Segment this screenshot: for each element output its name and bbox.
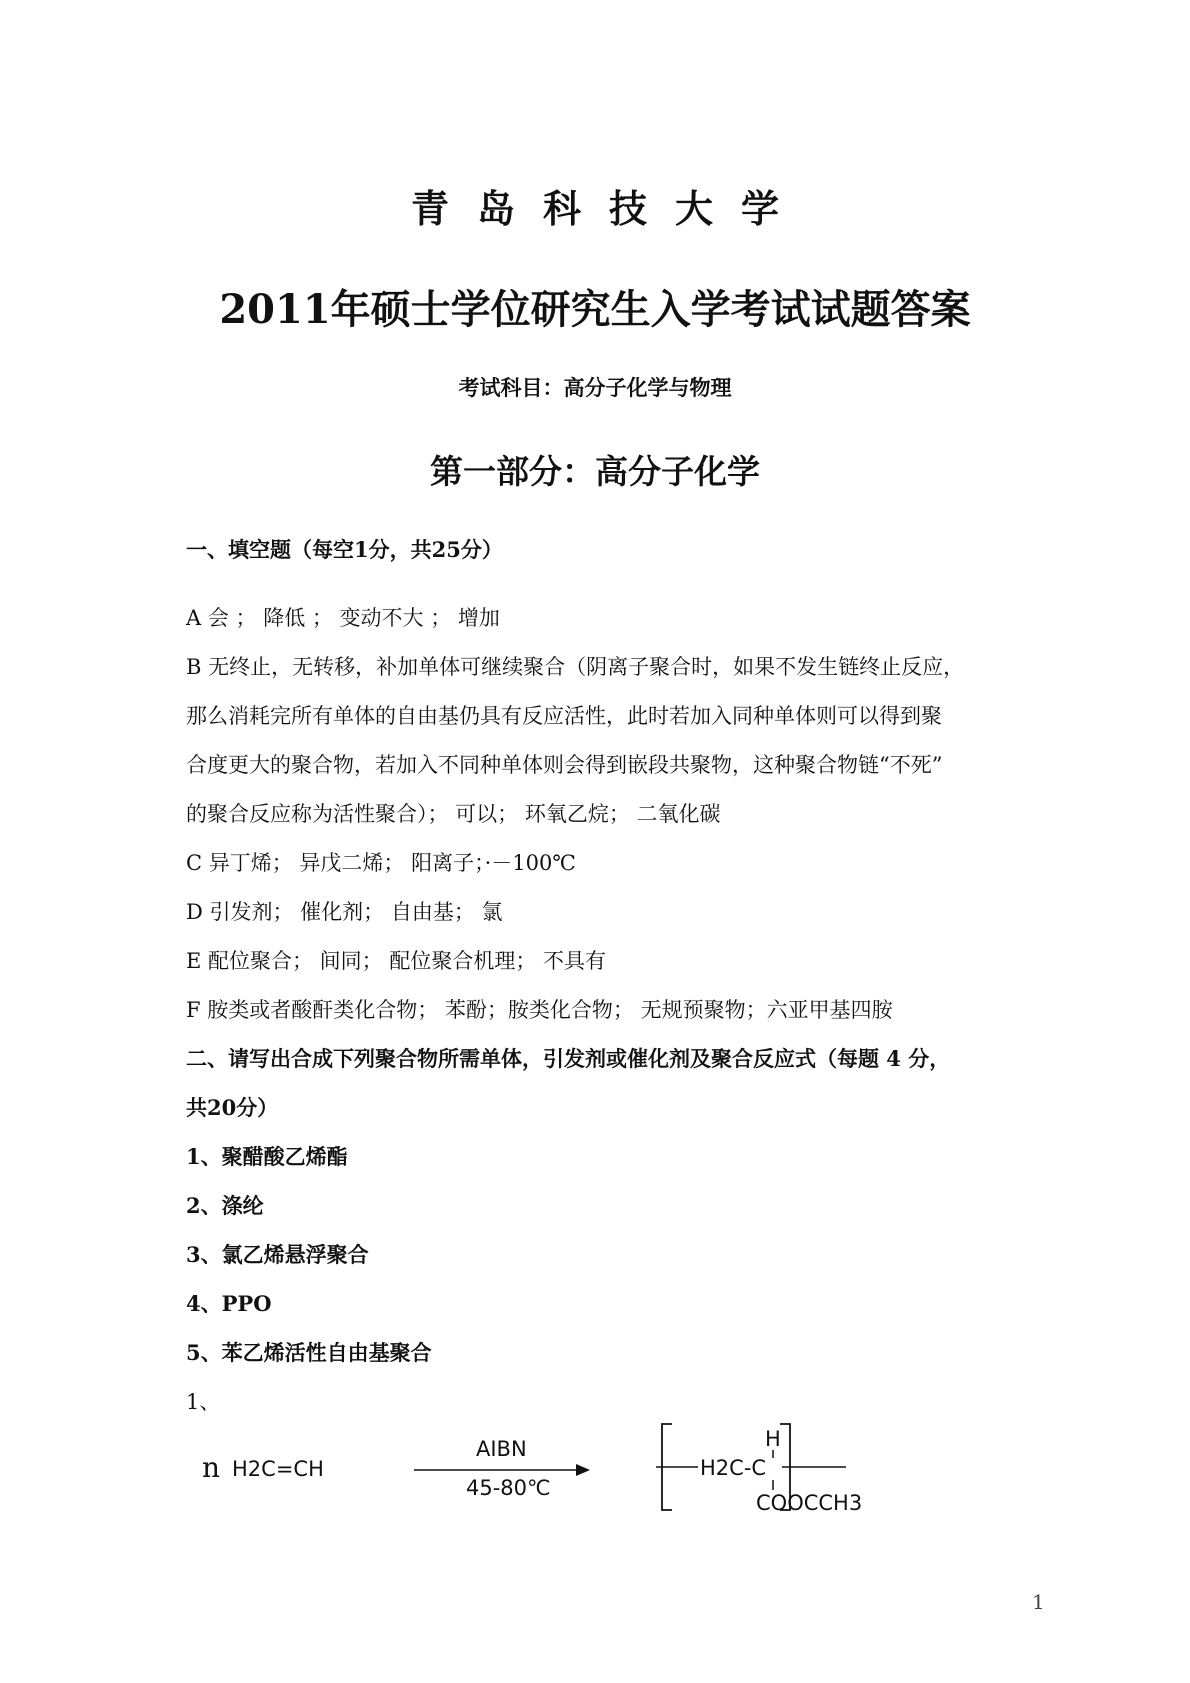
question-item-2: 2、涤纶 [186,1193,264,1218]
answer-line-a: A 会 ； 降低 ； 变动不大 ； 增加 [186,606,500,630]
answer-line-e: E 配位聚合； 间同； 配位聚合机理； 不具有 [186,949,607,973]
university-name: 青岛科技大学 [410,186,807,231]
reaction-arrow-head [576,1464,590,1476]
section-heading-synthesis-line2: 共20分） [186,1095,279,1120]
question-item-5: 5、苯乙烯活性自由基聚合 [186,1340,432,1365]
answer-line-f: F 胺类或者酸酐类化合物； 苯酚；胺类化合物； 无规预聚物；六亚甲基四胺 [186,998,893,1022]
equation-initiator: AIBN [476,1437,527,1461]
exam-subject: 考试科目：高分子化学与物理 [458,375,732,400]
equation-temperature: 45-80℃ [466,1476,551,1500]
question-item-4: 4、PPO [186,1291,272,1316]
answer-line-b1: B 无终止，无转移，补加单体可继续聚合（阴离子聚合时，如果不发生链终止反应， [186,655,965,679]
product-h: H [765,1427,781,1451]
product-side-group: COOCCH3 [756,1491,863,1515]
document-title: 2011年硕士学位研究生入学考试试题答案 [219,286,971,333]
answer-line-b2: 那么消耗完所有单体的自由基仍具有反应活性，此时若加入同种单体则可以得到聚 [186,704,942,728]
product-chain: H2C-C [700,1456,767,1480]
page-number: 1 [1032,1590,1045,1614]
equation-monomer: H2C=CH [232,1457,324,1481]
answer-line-b3: 合度更大的聚合物，若加入不同种单体则会得到嵌段共聚物，这种聚合物链“不死” [186,753,943,777]
equation-coefficient: n [202,1451,221,1484]
polymerization-equation [186,1410,906,1520]
question-item-1: 1、聚醋酸乙烯酯 [186,1144,348,1169]
section-heading-fill-in: 一、填空题（每空1分，共25分） [186,537,503,562]
answer-line-b4: 的聚合反应称为活性聚合）； 可以； 环氧乙烷； 二氧化碳 [186,802,721,826]
section-heading-synthesis-line1: 二、请写出合成下列聚合物所需单体，引发剂或催化剂及聚合反应式（每题 4 分， [186,1046,951,1071]
answer-line-d: D 引发剂； 催化剂； 自由基； 氯 [186,900,503,924]
answer-label-1: 1、 [186,1390,221,1414]
part-heading: 第一部分：高分子化学 [430,452,760,491]
question-item-3: 3、氯乙烯悬浮聚合 [186,1242,369,1267]
answer-line-c: C 异丁烯； 异戊二烯； 阳离子；·－100℃ [186,851,576,875]
